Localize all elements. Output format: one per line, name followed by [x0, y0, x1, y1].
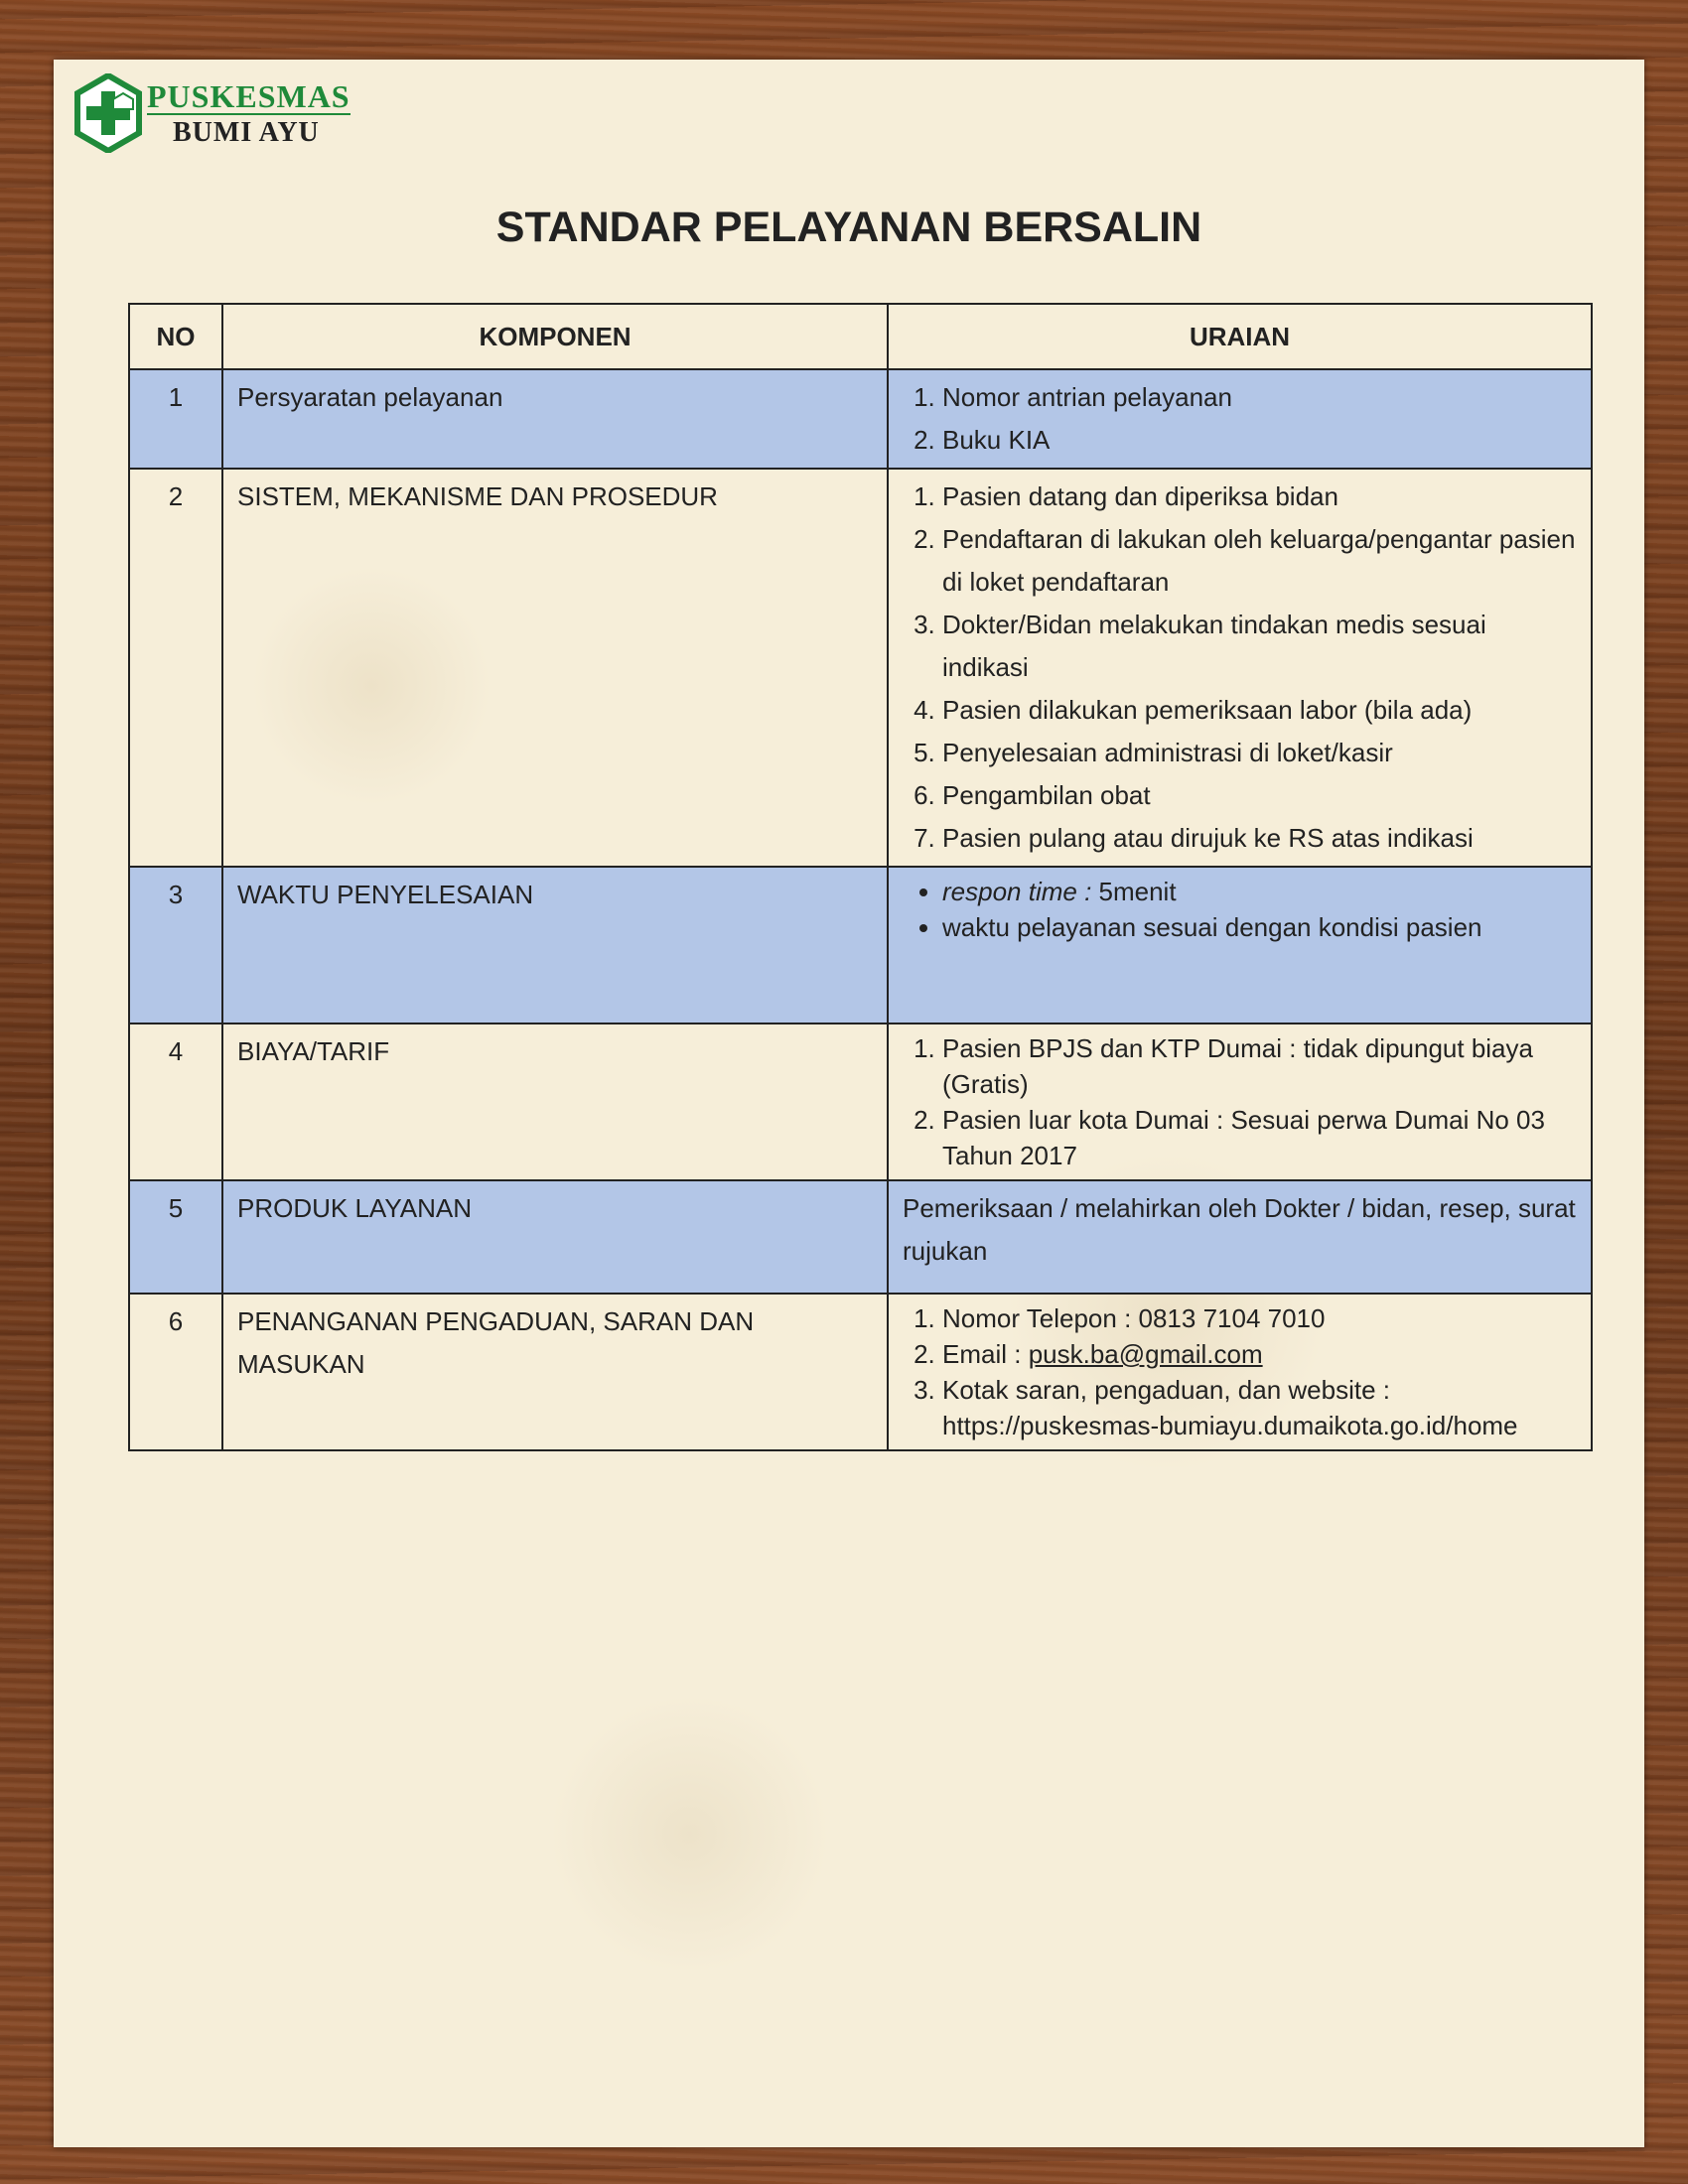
row-uraian: Pemeriksaan / melahirkan oleh Dokter / bidan, resep, surat rujukan [888, 1180, 1592, 1294]
row-number: 2 [129, 469, 222, 867]
document-page [54, 60, 1644, 2147]
row-number: 3 [129, 867, 222, 1024]
health-cross-icon [73, 73, 143, 153]
row-komponen: SISTEM, MEKANISME DAN PROSEDUR [222, 469, 888, 867]
row-number: 4 [129, 1024, 222, 1180]
row-number: 5 [129, 1180, 222, 1294]
row-komponen: PENANGANAN PENGADUAN, SARAN DAN MASUKAN [222, 1294, 888, 1450]
email-label: Email : [942, 1339, 1029, 1369]
list-item: 2. Pasien luar kota Dumai : Sesuai perwa Dumai No 03 Tahun 2017 [942, 1102, 1577, 1173]
list-item: 1. Pasien BPJS dan KTP Dumai : tidak dipungut biaya (Gratis) [942, 1030, 1577, 1102]
row-komponen: Persyaratan pelayanan [222, 369, 888, 469]
row-uraian [888, 469, 1592, 867]
list-item: 6. Pengambilan obat [942, 774, 1577, 817]
list-item: 1. Nomor Telepon : 0813 7104 7010 [942, 1300, 1577, 1336]
table-row [129, 1180, 1592, 1294]
row-uraian [888, 369, 1592, 469]
table-row [129, 1294, 1592, 1450]
response-time-value: 5menit [1098, 877, 1177, 906]
table-row [129, 867, 1592, 1024]
list-item: 3. Dokter/Bidan melakukan tindakan medis sesuai indikasi [942, 604, 1577, 689]
list-item: 4. Pasien dilakukan pemeriksaan labor (bila ada) [942, 689, 1577, 732]
list-item: 5. Penyelesaian administrasi di loket/kasir [942, 732, 1577, 774]
table-row [129, 1024, 1592, 1180]
row-number: 6 [129, 1294, 222, 1450]
row-komponen: WAKTU PENYELESAIAN [222, 867, 888, 1024]
table-header-row [129, 304, 1592, 369]
list-item: 2. Buku KIA [942, 419, 1577, 462]
row-komponen: BIAYA/TARIF [222, 1024, 888, 1180]
list-item [942, 1336, 1577, 1372]
service-standard-table [128, 303, 1593, 1451]
table-row [129, 369, 1592, 469]
list-item: 3. Kotak saran, pengaduan, dan website : https://puskesmas-bumiayu.dumaikota.go.id/home [942, 1372, 1577, 1443]
list-item: • waktu pelayanan sesuai dengan kondisi pasien [942, 909, 1577, 945]
list-item: 2. Pendaftaran di lakukan oleh keluarga/pengantar pasien di loket pendaftaran [942, 518, 1577, 604]
header-uraian: URAIAN [888, 304, 1592, 369]
logo-text-bumi-ayu: BUMI AYU [173, 117, 320, 148]
list-item: 7. Pasien pulang atau dirujuk ke RS atas indikasi [942, 817, 1577, 860]
header-no: NO [129, 304, 222, 369]
logo-text-puskesmas: PUSKESMAS [147, 78, 351, 114]
list-item: 1. Pasien datang dan diperiksa bidan [942, 476, 1577, 518]
row-number: 1 [129, 369, 222, 469]
row-komponen: PRODUK LAYANAN [222, 1180, 888, 1294]
page-title: STANDAR PELAYANAN BERSALIN [495, 204, 1202, 251]
list-item: 1. Nomor antrian pelayanan [942, 376, 1577, 419]
puskesmas-logo [73, 69, 391, 159]
row-uraian [888, 1294, 1592, 1450]
response-time-label: respon time : [942, 877, 1099, 906]
email-link[interactable]: pusk.ba@gmail.com [1028, 1339, 1263, 1369]
row-uraian [888, 1024, 1592, 1180]
row-uraian [888, 867, 1592, 1024]
header-komponen: KOMPONEN [222, 304, 888, 369]
list-item [942, 874, 1577, 909]
table-row [129, 469, 1592, 867]
